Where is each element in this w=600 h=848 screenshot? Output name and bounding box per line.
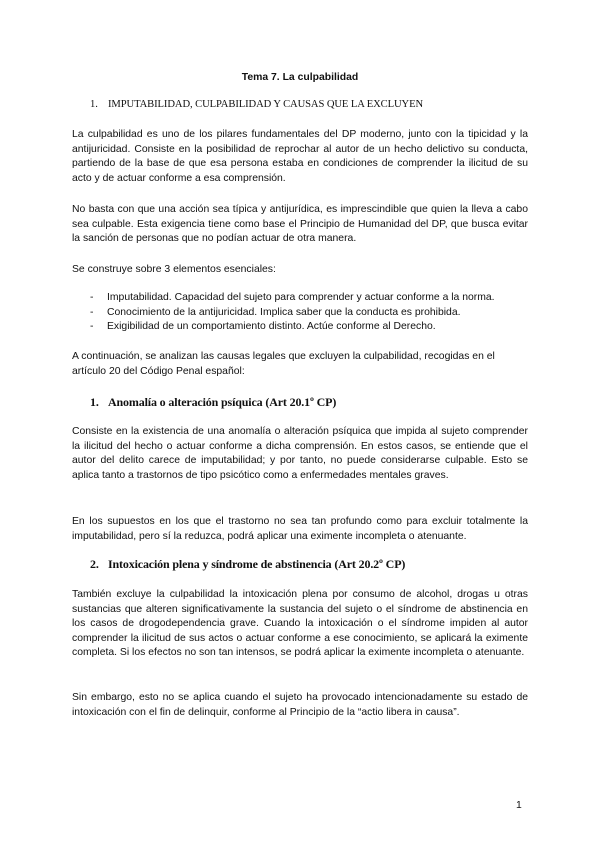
paragraph: También excluye la culpabilidad la intoxicación plena por consumo de alcohol, drogas u otras sustancias que alteren significativamente la sustancia del sujeto o el síndrome de abstinencia en los casos de drogodependencia grave. Cuando la intoxicación o el síndrome impiden al autor comprender la ilicitud de sus actos o actuar conforme a ese conocimiento, se aplicará la eximente completa. Si los efectos no son tan intensos, se podrá aplicar la eximente incompleta o atenuante. <box>72 589 528 658</box>
subsection-title: Anomalía o alteración psíquica (Art 20.1º CP) <box>108 395 337 409</box>
subsection-heading <box>90 557 405 572</box>
subsection-number: 2. <box>90 557 99 571</box>
paragraph: Se construye sobre 3 elementos esenciales: <box>72 264 276 275</box>
paragraph: A continuación, se analizan las causas legales que excluyen la culpabilidad, recogidas en el artículo 20 del Código Penal español: <box>72 351 495 377</box>
paragraph: La culpabilidad es uno de los pilares fundamentales del DP moderno, junto con la tipicidad y la antijuricidad. Consiste en la posibilidad de reprochar al autor de un hecho delictivo su conducta, partiendo de la base de que esa persona estaba en condiciones de comprender la ilicitud de su acto y de actuar conforme a esa comprensión. <box>72 129 528 184</box>
elements-list <box>72 291 528 335</box>
paragraph: En los supuestos en los que el trastorno no sea tan profundo como para excluir totalmente la imputabilidad, pero sí la reduzca, podrá aplicar una eximente incompleta o atenuante. <box>72 516 528 542</box>
list-item: - Imputabilidad. Capacidad del sujeto para comprender y actuar conforme a la norma. <box>72 291 528 306</box>
section-heading <box>90 99 423 110</box>
paragraph: No basta con que una acción sea típica y antijurídica, es imprescindible que quien la lleva a cabo sea culpable. Esta exigencia tiene como base el Principio de Humanidad del DP, que busca evitar la sanción de personas que no podían actuar de otra manera. <box>72 204 528 244</box>
subsection-title: Intoxicación plena y síndrome de abstinencia (Art 20.2º CP) <box>108 557 406 571</box>
paragraph: Sin embargo, esto no se aplica cuando el sujeto ha provocado intencionadamente su estado de intoxicación con el fin de delinquir, conforme al Principio de la “actio libera in causa”. <box>72 692 528 718</box>
list-item: - Conocimiento de la antijuricidad. Implica saber que la conducta es prohibida. <box>72 306 528 321</box>
page-number: 1 <box>516 800 522 811</box>
subsection-heading <box>90 395 336 410</box>
list-item: - Exigibilidad de un comportamiento distinto. Actúe conforme al Derecho. <box>72 320 528 335</box>
subsection-number: 1. <box>90 395 99 409</box>
section-title: IMPUTABILIDAD, CULPABILIDAD Y CAUSAS QUE LA EXCLUYEN <box>108 99 424 110</box>
page-title: Tema 7. La culpabilidad <box>241 72 359 83</box>
paragraph: Consiste en la existencia de una anomalía o alteración psíquica que impida al sujeto comprender la ilicitud del hecho o actuar conforme a dicha comprensión. En estos casos, se entiende que el autor del delito carece de imputabilidad; y por tanto, no puede considerarse culpable. Esto se aplica tanto a trastornos de tipo psicótico como a enfermedades mentales graves. <box>72 426 528 481</box>
section-number: 1. <box>90 99 98 110</box>
